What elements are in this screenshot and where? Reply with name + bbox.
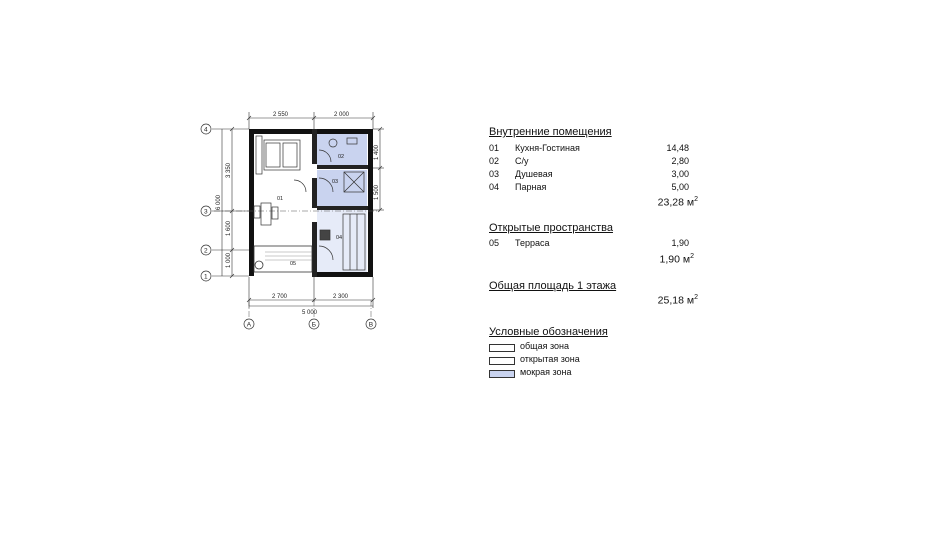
inner-total-value: 23,28 м xyxy=(657,196,695,209)
axis-row-label: 1 xyxy=(204,273,208,281)
barrel-icon xyxy=(255,261,263,269)
legend-swatch-common xyxy=(489,344,515,352)
door-arc-icon xyxy=(294,180,306,192)
floor-plan xyxy=(0,0,400,340)
floor-total-unit-sup: 2 xyxy=(694,294,698,301)
axis-col-label: В xyxy=(368,321,374,329)
axis-row-label: 2 xyxy=(204,247,208,255)
room-number: 04 xyxy=(489,182,500,192)
room-name: Кухня-Гостиная xyxy=(515,143,580,153)
floor-total-value: 25,18 м xyxy=(657,294,695,307)
legend-label: открытая зона xyxy=(520,354,580,364)
dim-left-total: 6 000 xyxy=(216,194,222,210)
open-total-value: 1,90 м xyxy=(659,253,691,266)
room-area: 1,90 xyxy=(671,238,689,248)
dim-left-1: 3 350 xyxy=(226,162,232,178)
sofa-icon xyxy=(264,140,300,170)
open-total-unit-sup: 2 xyxy=(690,253,694,260)
table-row xyxy=(489,143,689,156)
room-number: 03 xyxy=(489,169,500,179)
axis-row-label: 3 xyxy=(204,208,208,216)
table-icon xyxy=(261,203,271,225)
room-area: 14,48 xyxy=(666,143,689,153)
inner-rooms-title: Внутренние помещения xyxy=(489,126,612,138)
room-name: Душевая xyxy=(515,169,553,179)
room-name: С/у xyxy=(515,156,529,166)
dim-top-2: 2 000 xyxy=(334,112,350,118)
terrace-boards xyxy=(265,252,312,260)
axis-col-label: А xyxy=(246,321,252,329)
legend-label: общая зона xyxy=(520,341,569,351)
floor-area-title: Общая площадь 1 этажа xyxy=(489,280,617,292)
dim-bottom-2: 2 300 xyxy=(333,294,349,300)
chair-icon-2 xyxy=(254,206,260,218)
table-row xyxy=(489,169,689,182)
cabinet-icon xyxy=(256,136,262,174)
table-row xyxy=(489,182,689,195)
room-label: 03 xyxy=(332,179,339,185)
room-label: 05 xyxy=(290,261,297,267)
legend-swatch-wet xyxy=(489,370,515,378)
axis-row-label: 4 xyxy=(204,126,208,134)
dim-bottom-total: 5 000 xyxy=(302,310,318,316)
room-number: 05 xyxy=(489,238,500,248)
wet-zone-shower xyxy=(317,170,367,206)
room-area: 5,00 xyxy=(671,182,689,192)
dim-bottom xyxy=(247,277,375,308)
room-number: 01 xyxy=(489,143,500,153)
wet-zone-wc xyxy=(317,134,367,166)
dim-top-1: 2 550 xyxy=(273,112,289,118)
chair-icon xyxy=(272,207,278,219)
room-label: 04 xyxy=(336,235,343,241)
legend-swatch-open xyxy=(489,357,515,365)
wet-zone-sauna xyxy=(317,210,367,272)
inner-total-unit-sup: 2 xyxy=(694,196,698,203)
dim-left-3: 1 000 xyxy=(226,252,232,268)
room-name: Парная xyxy=(515,182,547,192)
inner-total xyxy=(618,196,698,209)
legend-label: мокрая зона xyxy=(520,367,572,377)
axis-markers-rows xyxy=(201,124,211,281)
terrace-outline xyxy=(254,246,312,272)
room-number: 02 xyxy=(489,156,500,166)
legend-title: Условные обозначения xyxy=(489,326,608,338)
dim-bottom-1: 2 700 xyxy=(272,294,288,300)
room-name: Терраса xyxy=(515,238,550,248)
open-total xyxy=(614,253,694,266)
table-row xyxy=(489,238,689,251)
dim-right-2: 1 500 xyxy=(374,184,380,200)
dim-top xyxy=(247,112,375,129)
axis-col-label: Б xyxy=(311,321,317,329)
dim-left-2: 1 600 xyxy=(226,220,232,236)
room-area: 2,80 xyxy=(671,156,689,166)
dim-right-1: 1 400 xyxy=(374,144,380,160)
floor-total xyxy=(618,294,698,307)
stove-icon xyxy=(320,230,330,240)
room-label: 01 xyxy=(277,196,284,202)
open-spaces-title: Открытые пространства xyxy=(489,222,613,234)
table-row xyxy=(489,156,689,169)
axis-markers-cols xyxy=(244,319,376,329)
room-label: 02 xyxy=(338,154,345,160)
room-area: 3,00 xyxy=(671,169,689,179)
